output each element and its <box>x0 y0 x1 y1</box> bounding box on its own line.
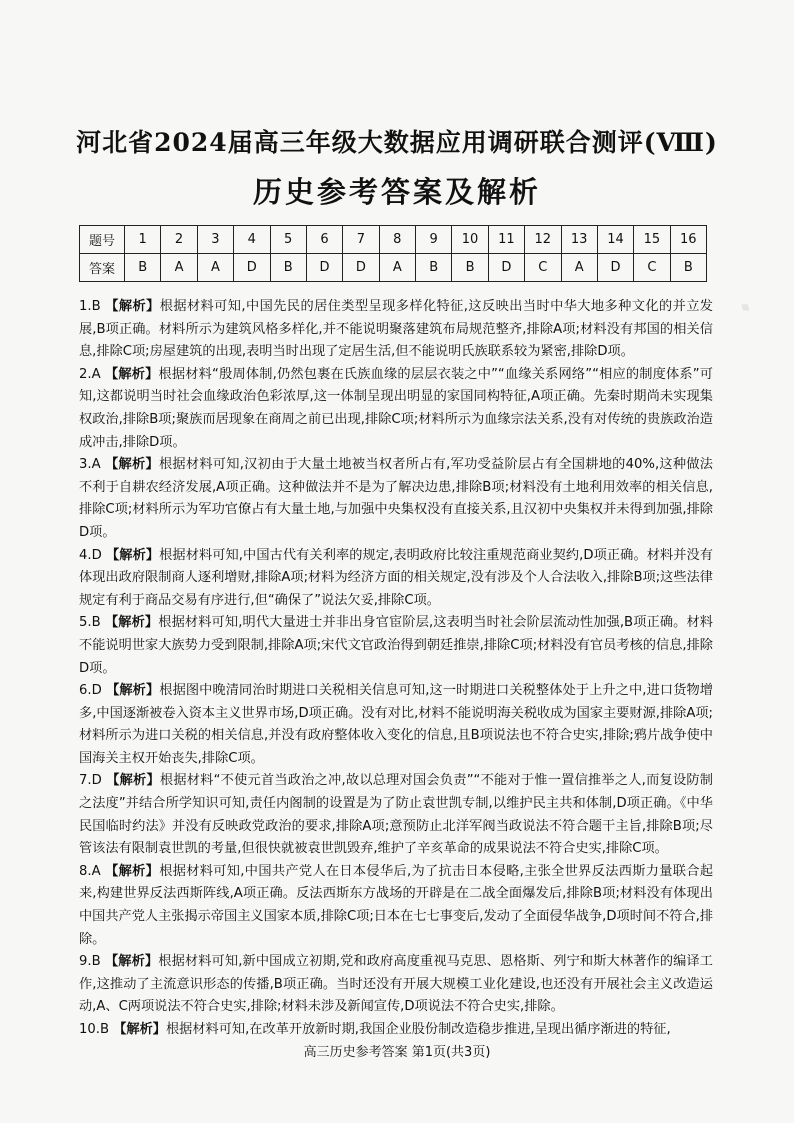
item-text: 根据材料可知,中国共产党人在日本侵华后,为了抗击日本侵略,主张全世界反法西斯力量联合起来,构建世界反法西斯阵线,A项正确。反法西斯东方战场的开辟是在二战全面爆发后,排除B项;材料没有体现出中国共产党人主张揭示帝国主义国家本质,排除C项;日本在七七事变后,发动了全面侵华战争,D项时间不符合,排除。 <box>79 863 714 947</box>
item-text: 根据材料可知,中国先民的居住类型呈现多样化特征,这反映出当时中华大地多种文化的并立发展,B项正确。材料所示为建筑风格多样化,并不能说明聚落建筑布局规范整齐,排除A项;材料没有邦国的相关信息,排除C项;房屋建筑的出现,表明当时出现了定居生活,但不能说明氏族联系较为紧密,排除D项。 <box>79 299 713 360</box>
analysis-tag: 【解析】 <box>106 683 160 699</box>
question-number: 1 <box>125 226 161 254</box>
answer-cell: B <box>670 254 706 282</box>
item-prefix: 4.D <box>79 547 102 563</box>
watermark: ♦ <box>736 298 757 318</box>
item-prefix: 5.B <box>79 615 101 631</box>
answer-cell: B <box>270 254 306 282</box>
item-prefix: 9.B <box>79 954 101 970</box>
analysis-tag: 【解析】 <box>105 863 160 879</box>
question-number: 7 <box>343 226 379 254</box>
analysis-tag: 【解析】 <box>106 773 160 789</box>
analysis-tag: 【解析】 <box>106 547 160 563</box>
explanation-item <box>79 861 713 951</box>
analysis-tag: 【解析】 <box>113 1022 166 1037</box>
question-number: 9 <box>416 226 452 254</box>
explanations <box>79 296 713 1042</box>
item-prefix: 3.A <box>79 457 101 473</box>
answer-cell: D <box>488 254 524 282</box>
question-number: 6 <box>306 226 342 254</box>
answer-cell: A <box>561 254 597 282</box>
item-prefix: 10.B <box>79 1022 110 1037</box>
analysis-tag: 【解析】 <box>105 457 159 473</box>
question-number: 12 <box>525 226 561 254</box>
item-text: 根据材料“不使元首当政治之冲,故以总理对国会负责”“不能对于惟一置信推举之人,而复设防制之法度”并结合所学知识可知,责任内阁制的设置是为了防止袁世凯专制,以维护民主共和体制,D项正确。《中华民国临时约法》并没有反映政党政治的要求,排除A项;意预防止北洋军阀当政说法不符合题干主旨,排除B项;尽管该法有限制袁世凯的考量,但很快就被袁世凯毁弃,维护了辛亥革命的成果说法不符合史实,排除C项。 <box>79 773 713 857</box>
explanation-item <box>79 454 713 544</box>
item-prefix: 2.A <box>79 366 101 382</box>
question-number: 3 <box>197 226 233 254</box>
explanation-item <box>79 680 713 770</box>
item-text: 根据材料“殷周体制,仍然包裹在氏族血缘的层层衣装之中”“血缘关系网络”“相应的制度体系”可知,这都说明当时社会血缘政治色彩浓厚,这一体制呈现出明显的家国同构特征,A项正确。先秦时期尚未实现集权政治,排除B项;聚族而居现象在商周之前已出现,排除C项;材料所示为血缘宗法关系,没有对传统的贵族政治造成冲击,排除D项。 <box>79 366 713 450</box>
explanation-item <box>79 1019 713 1042</box>
row-label-number: 题号 <box>80 226 125 254</box>
answer-cell: D <box>343 254 379 282</box>
answer-cell: D <box>306 254 342 282</box>
answer-row <box>80 254 707 282</box>
answer-cell: B <box>125 254 161 282</box>
page-footer: 高三历史参考答案 第1页(共3页) <box>303 1045 491 1060</box>
item-text: 根据材料可知,在改革开放新时期,我国企业股份制改造稳步推进,呈现出循序渐进的特征, <box>165 1022 671 1037</box>
item-text: 根据材料可知,新中国成立初期,党和政府高度重视马克思、恩格斯、列宁和斯大林著作的编译工作,这推动了主流意识形态的传播,B项正确。当时还没有开展大规模工业化建设,也还没有开展社会主义改造运动,A、C两项说法不符合史实,排除;材料未涉及新闻宣传,D项说法不符合史实,排除。 <box>79 954 713 1015</box>
analysis-tag: 【解析】 <box>104 954 159 970</box>
question-number: 15 <box>634 226 670 254</box>
question-number: 13 <box>561 226 597 254</box>
document-title: 河北省2024届高三年级大数据应用调研联合测评(Ⅷ) <box>76 128 718 157</box>
item-prefix: 8.A <box>79 863 101 879</box>
item-text: 根据材料可知,中国古代有关利率的规定,表明政府比较注重规范商业契约,D项正确。材料并没有体现出政府限制商人逐利增财,排除A项;材料为经济方面的相关规定,没有涉及个人合法收入,排除B项;这些法律规定有利于商品交易有序进行,但“确保了”说法欠妥,排除C项。 <box>79 547 713 608</box>
question-number: 5 <box>270 226 306 254</box>
explanation-item <box>79 770 713 860</box>
answer-table <box>79 225 707 282</box>
question-number: 8 <box>379 226 415 254</box>
answer-cell: A <box>161 254 197 282</box>
row-label-answer: 答案 <box>80 254 125 282</box>
answer-cell: B <box>452 254 488 282</box>
item-text: 根据图中晚清同治时期进口关税相关信息可知,这一时期进口关税整体处于上升之中,进口货物增多,中国逐渐被卷入资本主义世界市场,D项正确。没有对比,材料不能说明海关税收成为国家主要财源,排除A项;材料所示为进口关税的相关信息,并没有政府整体收入变化的信息,且B项说法也不符合史实,排除;鸦片战争使中国海关主权开始丧失,排除C项。 <box>79 683 713 766</box>
answer-cell: D <box>234 254 270 282</box>
document-subtitle: 历史参考答案及解析 <box>252 175 541 209</box>
analysis-tag: 【解析】 <box>105 299 160 314</box>
answer-cell: D <box>597 254 633 282</box>
question-number: 16 <box>670 226 706 254</box>
explanation-item <box>79 296 713 364</box>
answer-cell: A <box>197 254 233 282</box>
question-number: 10 <box>452 226 488 254</box>
item-prefix: 1.B <box>79 299 101 314</box>
question-number: 2 <box>161 226 197 254</box>
question-number: 14 <box>597 226 633 254</box>
item-text: 根据材料可知,汉初由于大量土地被当权者所占有,军功受益阶层占有全国耕地的40%,这种做法不利于自耕农经济发展,A项正确。这种做法并不是为了解决边患,排除B项;材料没有土地利用效率的相关信息,排除C项;材料所示为军功官僚占有大量土地,与加强中央集权没有直接关系,且汉初中央集权并未得到加强,排除D项。 <box>79 457 713 540</box>
analysis-tag: 【解析】 <box>105 366 159 382</box>
item-prefix: 6.D <box>79 683 102 699</box>
answer-cell: C <box>634 254 670 282</box>
item-prefix: 7.D <box>79 773 102 789</box>
question-number: 11 <box>488 226 524 254</box>
analysis-tag: 【解析】 <box>104 615 159 631</box>
answer-cell: A <box>379 254 415 282</box>
item-text: 根据材料可知,明代大量进士并非出身官宦阶层,这表明当时社会阶层流动性加强,B项正确。材料不能说明世家大族势力受到限制,排除A项;宋代文官政治得到朝廷推崇,排除C项;材料没有官员考核的信息,排除D项。 <box>79 615 713 676</box>
explanation-item <box>79 612 713 680</box>
answer-cell: C <box>525 254 561 282</box>
explanation-item <box>79 951 713 1019</box>
question-number: 4 <box>234 226 270 254</box>
answer-cell: B <box>416 254 452 282</box>
explanation-item <box>79 364 713 454</box>
question-number-row <box>80 226 707 254</box>
explanation-item <box>79 545 713 613</box>
